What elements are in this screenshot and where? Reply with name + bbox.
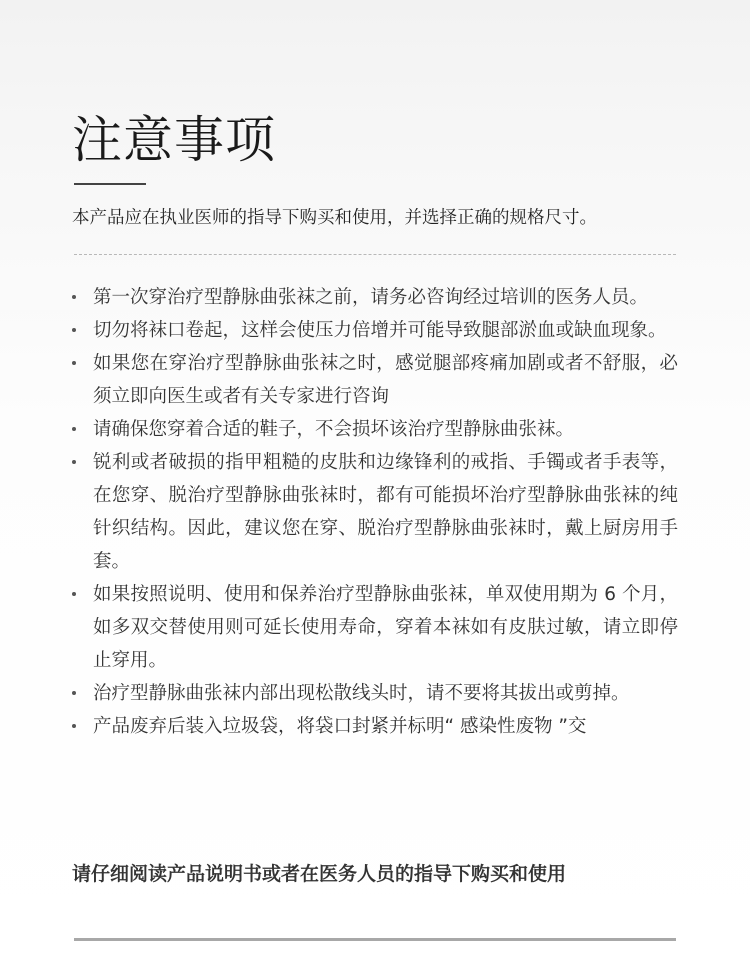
footer-note: 请仔细阅读产品说明书或者在医务人员的指导下购买和使用 (72, 863, 567, 885)
bullet-dot (72, 691, 76, 695)
dashed-divider (74, 254, 676, 255)
bullet-dot (72, 724, 76, 728)
bullet-dot (72, 295, 76, 299)
note-text: 请确保您穿着合适的鞋子，不会损坏该治疗型静脉曲张袜。 (93, 419, 575, 440)
page-title: 注意事项 (72, 111, 276, 169)
bullet-dot (72, 427, 76, 431)
note-text: 如果您在穿治疗型静脉曲张袜之时，感觉腿部疼痛加剧或者不舒服，必须立即向医生或者有关专家进行咨询 (93, 353, 678, 407)
note-text: 锐利或者破损的指甲粗糙的皮肤和边缘锋利的戒指、手镯或者手表等，在您穿、脱治疗型静脉曲张袜时，都有可能损坏治疗型静脉曲张袜的纯针织结构。因此，建议您在穿、脱治疗型静脉曲张袜时，戴上厨房用手套。 (93, 452, 678, 572)
bullet-dot (72, 592, 76, 596)
list-item (72, 314, 678, 347)
title-underline (74, 183, 146, 185)
notes-list (72, 281, 678, 743)
list-item (72, 413, 678, 446)
list-item (72, 446, 678, 578)
list-item (72, 677, 678, 710)
note-text: 如果按照说明、使用和保养治疗型静脉曲张袜，单双使用期为 6 个月，如多双交替使用则可延长使用寿命，穿着本袜如有皮肤过敏，请立即停止穿用。 (93, 584, 678, 671)
note-text: 第一次穿治疗型静脉曲张袜之前，请务必咨询经过培训的医务人员。 (93, 287, 649, 308)
list-item (72, 578, 678, 677)
footer-divider (74, 938, 676, 941)
bullet-dot (72, 361, 76, 365)
bullet-dot (72, 328, 76, 332)
list-item (72, 710, 678, 743)
list-item (72, 347, 678, 413)
bullet-dot (72, 460, 76, 464)
note-text: 治疗型静脉曲张袜内部出现松散线头时，请不要将其拔出或剪掉。 (93, 683, 630, 704)
list-item (72, 281, 678, 314)
note-text: 产品废弃后装入垃圾袋，将袋口封紧并标明“ 感染性废物 ”交 (93, 716, 587, 737)
note-text: 切勿将袜口卷起，这样会使压力倍增并可能导致腿部淤血或缺血现象。 (93, 320, 667, 341)
intro-text: 本产品应在执业医师的指导下购买和使用，并选择正确的规格尺寸。 (72, 208, 597, 228)
